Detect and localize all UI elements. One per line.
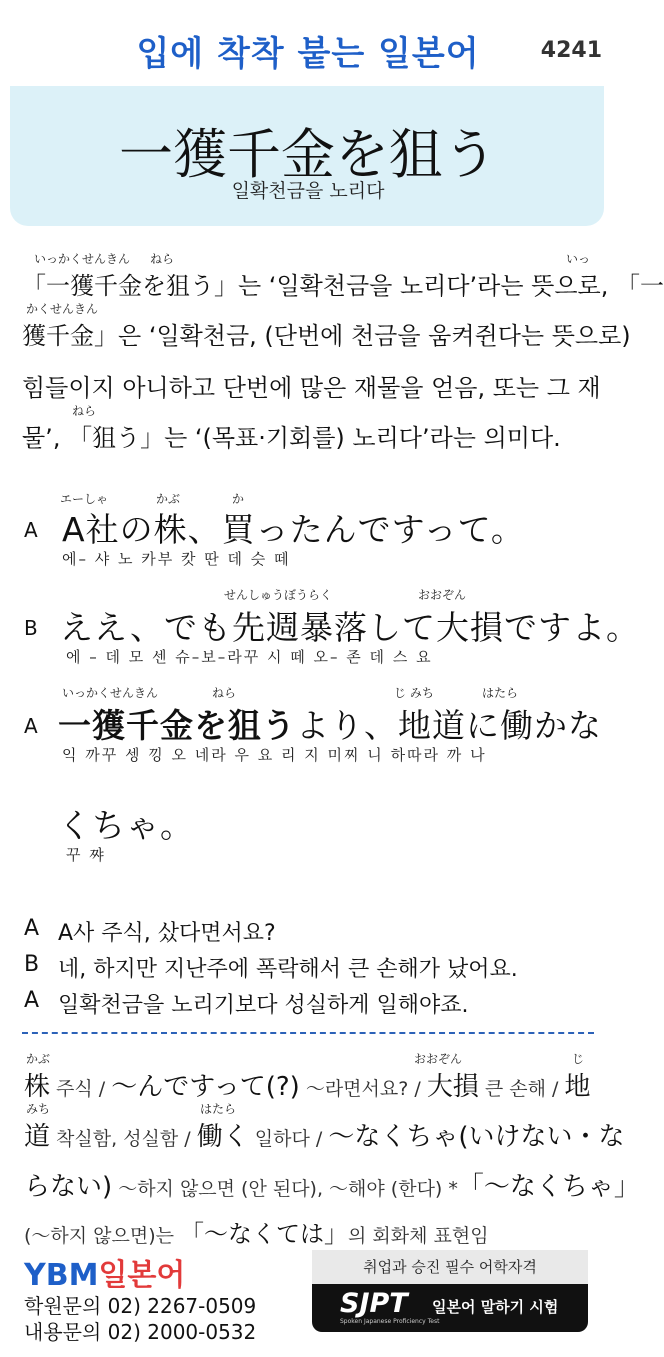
pronunciation: 에– 샤 노 카부 캇 딴 데 슷 떼 <box>62 550 291 568</box>
speaker-label: A <box>24 518 38 542</box>
japanese-line <box>58 700 602 747</box>
hero-title: 一獲千金を狙う <box>119 123 497 186</box>
vocab-line: 道 착실함, 성실함 / 働く 일하다 / 〜なくちゃ(いけない・な <box>24 1122 625 1152</box>
hero-subtitle: 일확천금을 노리다 <box>231 180 385 202</box>
ruby: じ みち <box>394 686 434 700</box>
vocab-line: 株 주식 / 〜んですって(?) 〜라면서요? / 大損 큰 손해 / 地 <box>24 1072 591 1102</box>
ruby: じ <box>572 1052 585 1066</box>
contact-content: 내용문의 02) 2000-0532 <box>24 1320 257 1344</box>
explanation-line: 獲千金」은 ‘일확천금, (단번에 천금을 움켜쥔다는 뜻으로) <box>22 322 631 350</box>
speaker-label: A <box>24 714 38 738</box>
ruby: ねら <box>150 252 175 266</box>
dashed-divider <box>22 1032 594 1034</box>
ruby: せんしゅうぼうらく <box>224 588 333 602</box>
sjpt-subtitle: 일본어 말하기 시험 <box>432 1298 559 1316</box>
translation-speaker: B <box>24 952 40 977</box>
ruby: ねら <box>72 404 97 418</box>
ybm-logo-japanese: 일본어 <box>98 1258 186 1293</box>
ybm-logo-text: YBM <box>24 1258 99 1293</box>
explanation-line: 힘들이지 아니하고 단번에 많은 재물을 얻음, 또는 그 재 <box>22 374 601 402</box>
vocab-line: らない) 〜하지 않으면 (안 된다), 〜해야 (한다) *「〜なくちゃ」 <box>24 1172 640 1202</box>
ruby: はたら <box>200 1102 237 1116</box>
issue-number: 4241 <box>540 38 602 63</box>
translation-line: 일확천금을 노리기보다 성실하게 일해야죠. <box>58 993 469 1018</box>
explanation-line: 물’, 「狙う」는 ‘(목표·기회를) 노리다’라는 의미다. <box>22 424 561 452</box>
ruby: おおぞん <box>414 1052 463 1066</box>
sjpt-tagline: 취업과 승진 필수 어학자격 <box>312 1250 588 1284</box>
speaker-label: B <box>24 616 38 640</box>
contact-academy: 학원문의 02) 2267-0509 <box>24 1294 257 1318</box>
japanese-line: A社の株、買ったんですって。 <box>62 510 525 549</box>
translation-line: 네, 하지만 지난주에 폭락해서 큰 손해가 났어요. <box>58 957 518 982</box>
ruby: いっかくせんきん <box>34 252 131 266</box>
ruby: いっ <box>566 252 591 266</box>
japanese-line-continued: くちゃ。 <box>58 806 194 845</box>
pronunciation: 익 까꾸 셍 낑 오 네라 우 요 리 지 미찌 니 하따라 까 나 <box>62 746 487 764</box>
sjpt-banner[interactable] <box>312 1250 588 1332</box>
pronunciation: 에 – 데 모 센 슈–보–라꾸 시 떼 오– 존 데 스 요 <box>66 648 433 666</box>
translation-speaker: A <box>24 916 40 941</box>
ruby: エーしゃ <box>60 492 109 506</box>
ruby: ねら <box>212 686 237 700</box>
translation-speaker: A <box>24 988 40 1013</box>
pronunciation: 꾸 쨔 <box>66 846 106 864</box>
ruby: か <box>232 492 245 506</box>
ruby: かぶ <box>26 1052 51 1066</box>
ruby: かくせんきん <box>26 302 99 316</box>
japanese-line-bold: 一獲千金を狙う <box>58 706 296 745</box>
sjpt-logo: SJPT <box>340 1288 408 1319</box>
explanation-line: 「一獲千金を狙う」는 ‘일확천금을 노리다’라는 뜻으로, 「一 <box>22 272 664 300</box>
header-title: 입에 착착 붙는 일본어 <box>136 34 480 74</box>
ruby: はたら <box>482 686 519 700</box>
ruby: みち <box>26 1102 51 1116</box>
japanese-line: ええ、でも先週暴落して大損ですよ。 <box>60 608 640 647</box>
translation-line: A사 주식, 샀다면서요? <box>58 921 276 946</box>
ruby: かぶ <box>156 492 181 506</box>
vocab-line: (〜하지 않으면)는 「〜なくては」의 회화체 표현임 <box>24 1220 489 1248</box>
ybm-logo <box>24 1250 185 1294</box>
ruby: いっかくせんきん <box>62 686 159 700</box>
ruby: おおぞん <box>418 588 467 602</box>
sjpt-fullname: Spoken Japanese Proficiency Test <box>340 1318 440 1325</box>
japanese-line-rest: より、地道に働かな <box>296 706 602 745</box>
